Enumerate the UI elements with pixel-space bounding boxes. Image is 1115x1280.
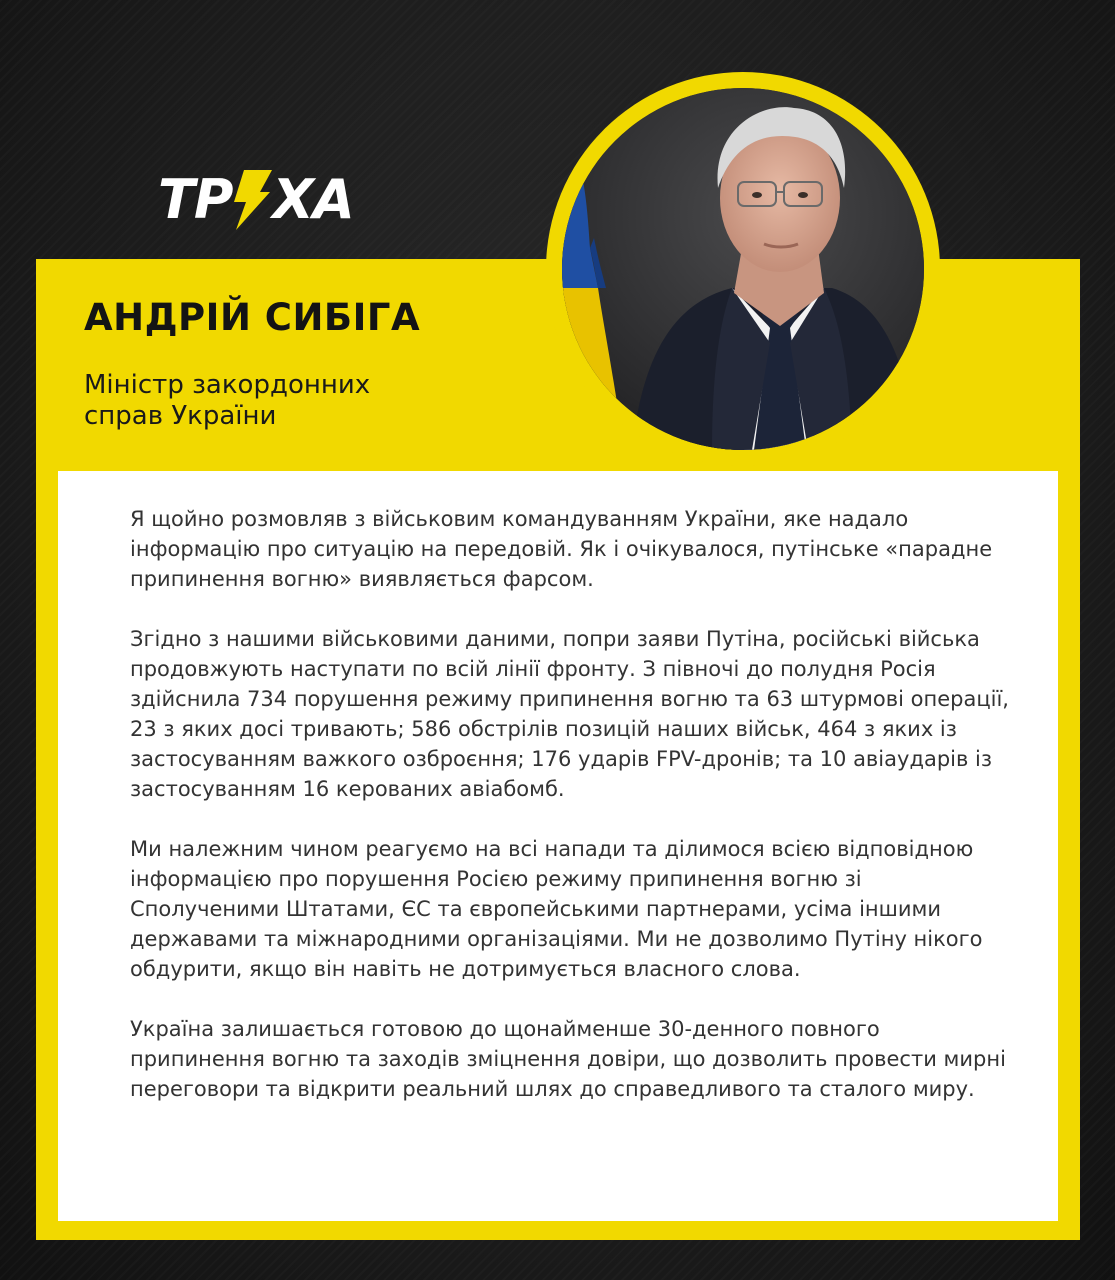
person-name: АНДРІЙ СИБІГА: [84, 296, 421, 339]
lightning-bolt-icon: [230, 168, 274, 232]
person-role-line2: справ України: [84, 401, 277, 431]
logo-text-left: ТР: [158, 168, 233, 231]
statement-text: [130, 504, 1010, 1104]
portrait-photo: [562, 88, 924, 450]
logo-text-right: ХА: [272, 168, 354, 231]
statement-paragraph-2: Згідно з нашими військовими даними, попри заяви Путіна, російські війська продовжують наступати по всій лінії фронту. З півночі до полудня Росія здійснила 734 порушення режиму припинення вогню та 63 штурмові операції, 23 з яких досі тривають; 586 обстрілів позицій наших військ, 464 з яких із застосуванням важкого озброєння; 176 ударів FPV-дронів; та 10 авіаударів із застосуванням 16 керованих авіабомб.: [130, 627, 1009, 801]
portrait-illustration: [562, 88, 924, 450]
brand-logo: [158, 168, 398, 232]
person-role-line1: Міністр закордонних: [84, 370, 371, 400]
statement-paragraph-4: Україна залишається готовою до щонайменше 30-денного повного припинення вогню та заходів зміцнення довіри, що дозволить провести мирні переговори та відкрити реальний шлях до справедливого та сталого миру.: [130, 1017, 1006, 1101]
person-role: [84, 370, 514, 432]
statement-paragraph-1: Я щойно розмовляв з військовим командуванням України, яке надало інформацію про ситуацію на передовій. Як і очікувалося, путінське «парадне припинення вогню» виявляється фарсом.: [130, 507, 993, 591]
statement-paragraph-3: Ми належним чином реагуємо на всі напади та ділимося всією відповідною інформацією про порушення Росією режиму припинення вогню зі Сполученими Штатами, ЄС та європейськими партнерами, усіма іншими державами та міжнародними організаціями. Ми не дозволимо Путіну нікого обдурити, якщо він навіть не дотримується власного слова.: [130, 837, 983, 981]
